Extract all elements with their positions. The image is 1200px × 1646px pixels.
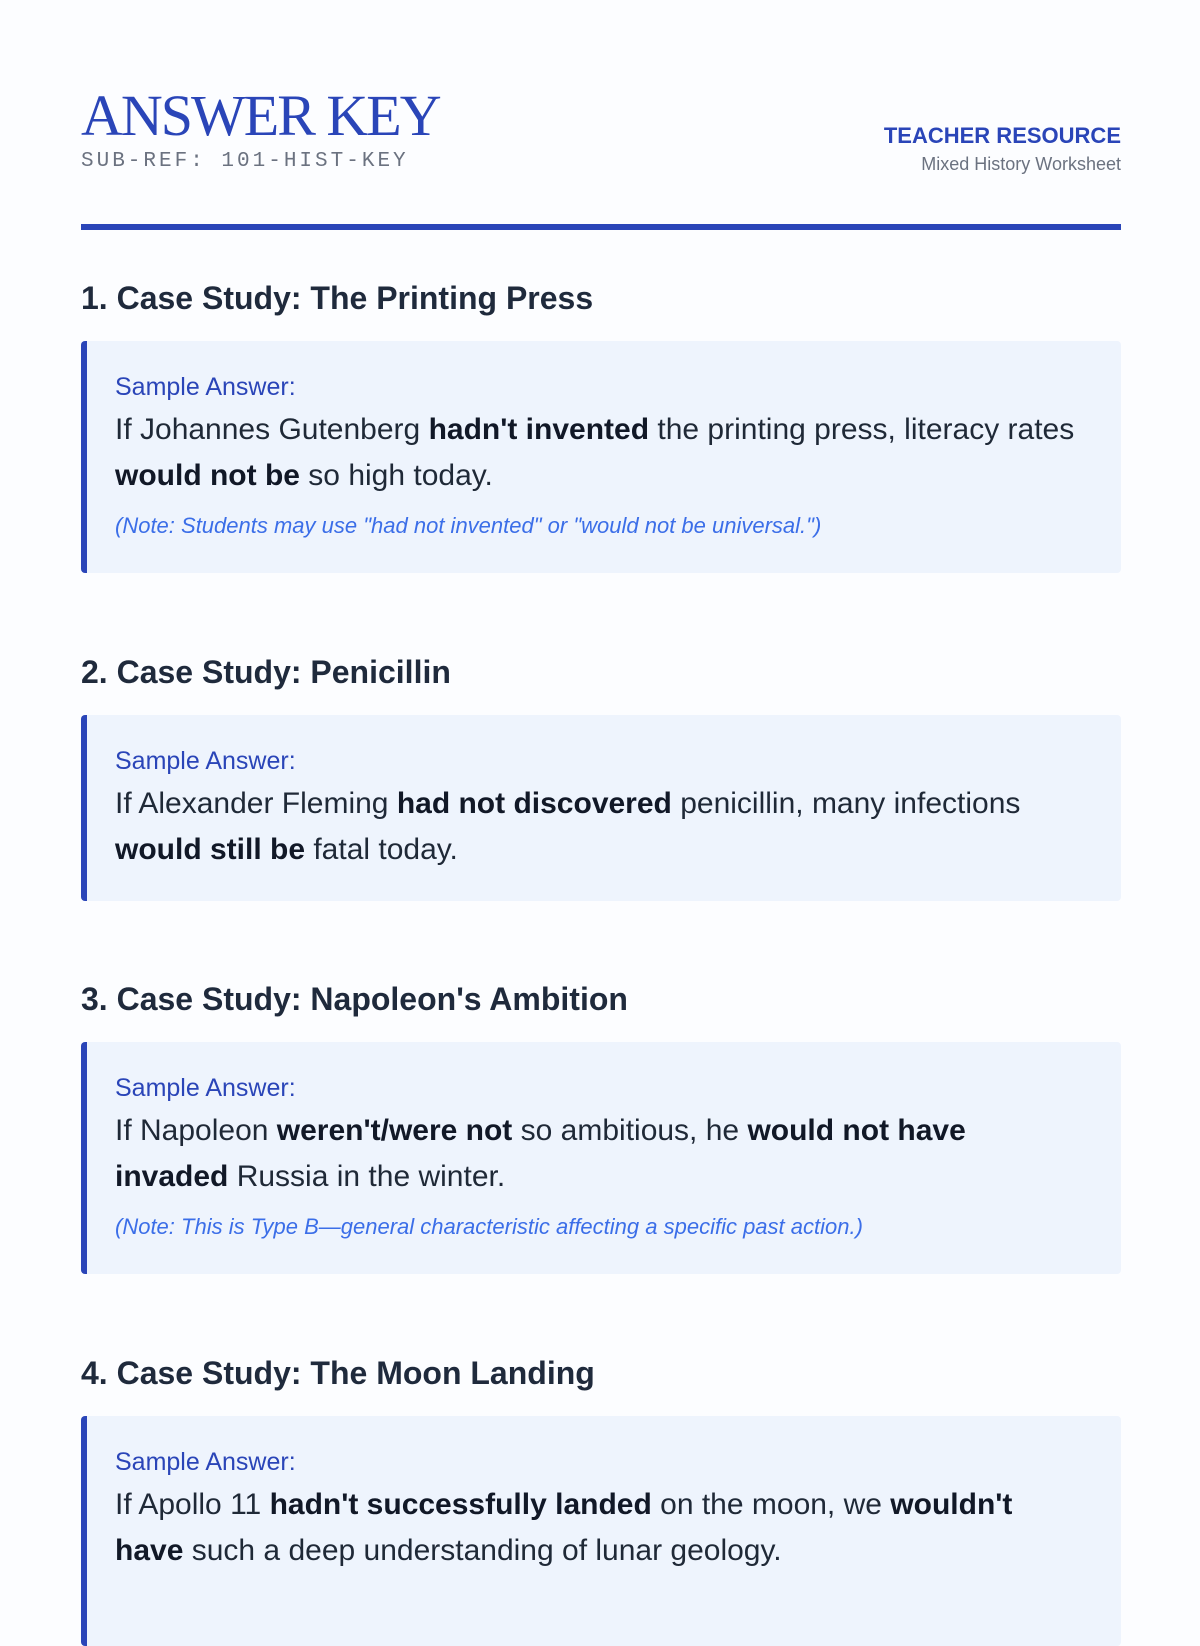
answer-key-phrase: had not discovered xyxy=(396,787,672,820)
worksheet-subtitle: Mixed History Worksheet xyxy=(921,154,1121,174)
page-title: ANSWER KEY xyxy=(81,83,440,148)
answer-text-run: so ambitious, he xyxy=(512,1114,748,1147)
case-study-title: 1. Case Study: The Printing Press xyxy=(81,280,594,316)
case-study-section xyxy=(81,278,1121,318)
answer-card xyxy=(81,1416,1121,1646)
answer-text-run: If Johannes Gutenberg xyxy=(115,413,429,446)
sample-answer-text xyxy=(115,781,1087,873)
case-study-section xyxy=(81,1353,1121,1393)
answer-text-run: on the moon, we xyxy=(651,1488,891,1521)
answer-card xyxy=(81,1042,1121,1274)
answer-key-phrase: would not have invaded xyxy=(115,1114,966,1193)
page-header xyxy=(81,84,1121,230)
answer-key-phrase: would not be xyxy=(115,459,300,492)
sample-answer-text xyxy=(115,407,1087,499)
teacher-note: (Note: This is Type B—general characteristic affecting a specific past action.) xyxy=(115,1214,863,1239)
answer-text-run: so high today. xyxy=(299,459,493,492)
sample-answer-label: Sample Answer: xyxy=(115,1074,296,1102)
answer-text-run: such a deep understanding of lunar geology. xyxy=(183,1534,782,1567)
sample-answer-text xyxy=(115,1108,1087,1200)
sub-reference-code: SUB-REF: 101-HIST-KEY xyxy=(81,150,409,173)
sample-answer-text xyxy=(115,1482,1087,1574)
answer-card xyxy=(81,715,1121,901)
case-study-title: 4. Case Study: The Moon Landing xyxy=(81,1355,595,1391)
answer-text-run: If Alexander Fleming xyxy=(115,787,397,820)
answer-key-phrase: hadn't invented xyxy=(428,413,650,446)
case-study-section xyxy=(81,979,1121,1019)
answer-key-phrase: wouldn't have xyxy=(115,1488,1013,1567)
sample-answer-label: Sample Answer: xyxy=(115,1448,296,1476)
case-study-title: 2. Case Study: Penicillin xyxy=(81,654,451,690)
answer-key-phrase: would still be xyxy=(115,833,306,866)
header-meta xyxy=(884,122,1121,178)
answer-key-phrase: weren't/were not xyxy=(276,1114,513,1147)
answer-text-run: the printing press, literacy rates xyxy=(649,413,1075,446)
answer-key-page xyxy=(81,0,1121,1600)
answer-text-run: Russia in the winter. xyxy=(228,1160,506,1193)
answer-text-run: fatal today. xyxy=(305,833,458,866)
sample-answer-label: Sample Answer: xyxy=(115,747,296,775)
answer-text-run: penicillin, many infections xyxy=(671,787,1021,820)
answer-card xyxy=(81,341,1121,573)
answer-text-run: If Napoleon xyxy=(115,1114,277,1147)
case-study-title: 3. Case Study: Napoleon's Ambition xyxy=(81,981,628,1017)
case-study-section xyxy=(81,652,1121,692)
answer-text-run: If Apollo 11 xyxy=(115,1488,270,1521)
sample-answer-label: Sample Answer: xyxy=(115,373,296,401)
answer-key-phrase: hadn't successfully landed xyxy=(269,1488,652,1521)
teacher-resource-badge: TEACHER RESOURCE xyxy=(883,123,1121,148)
teacher-note: (Note: Students may use "had not invented" or "would not be universal.") xyxy=(115,513,822,538)
